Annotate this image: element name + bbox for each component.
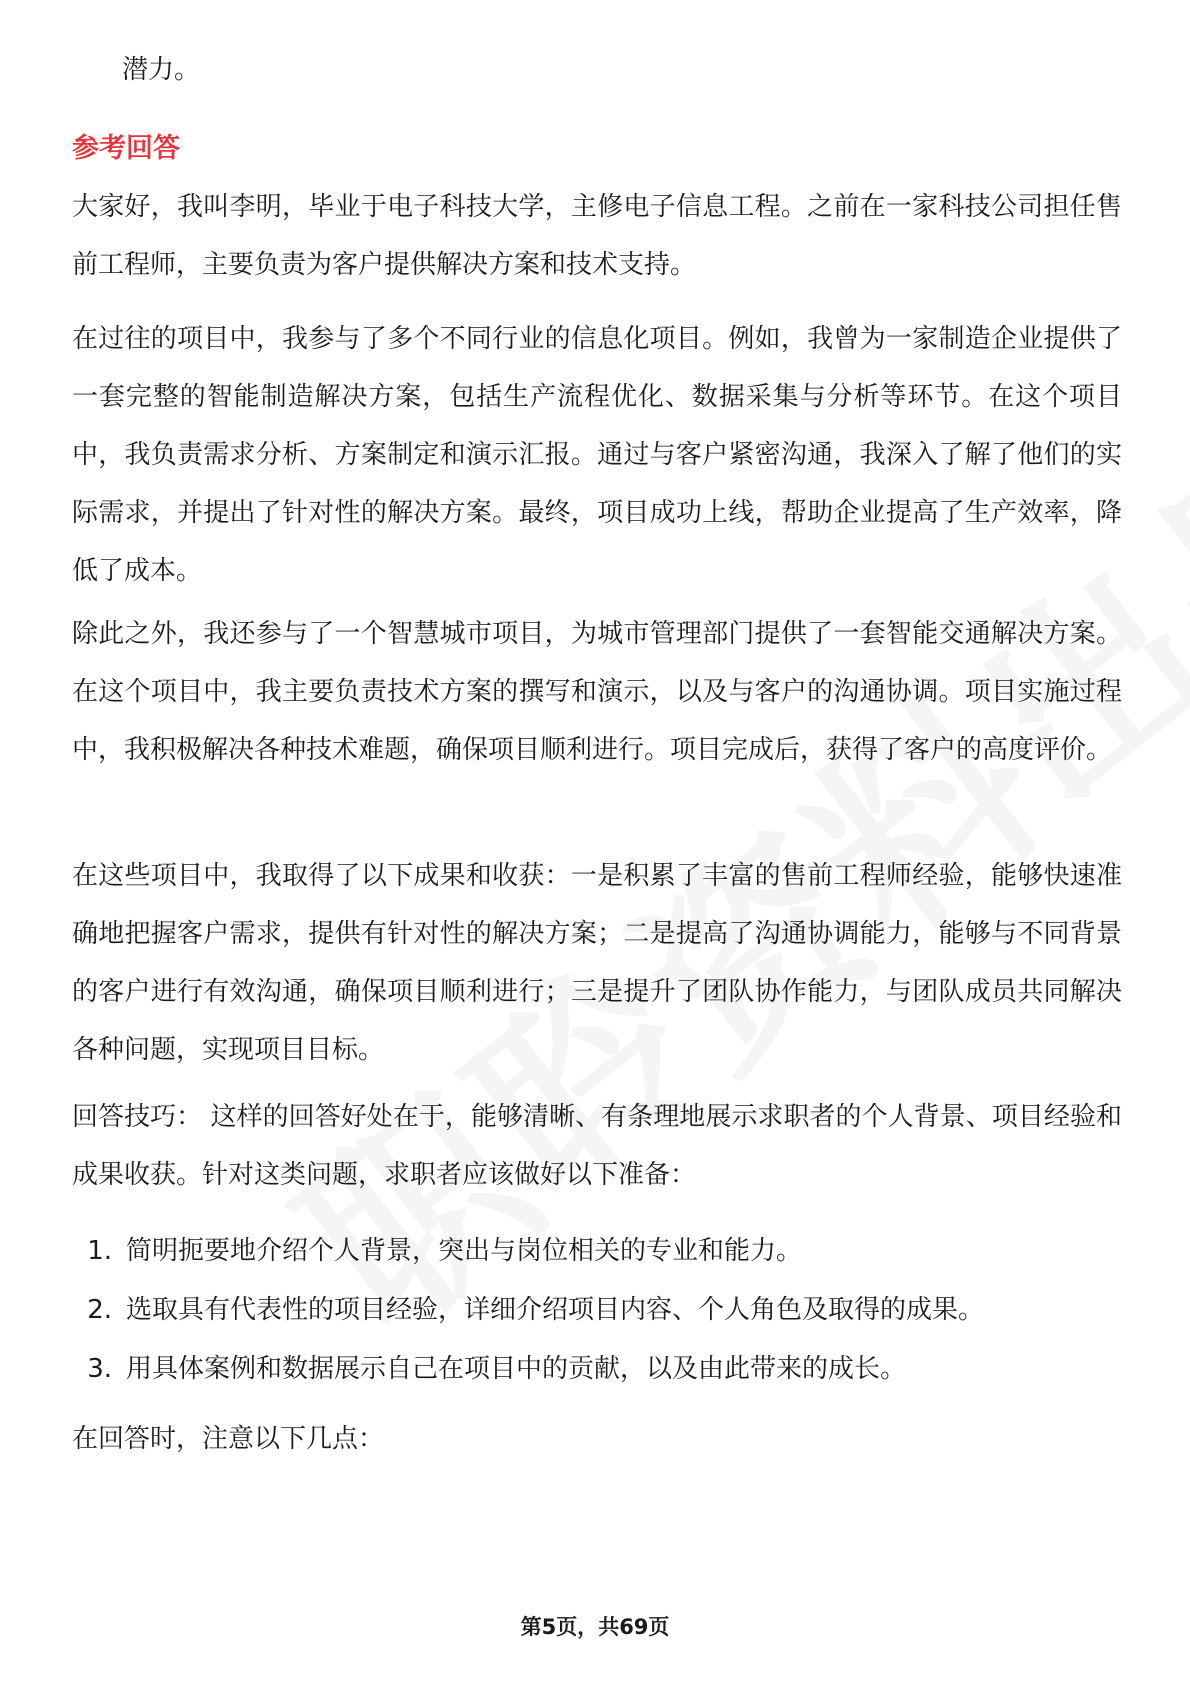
list-item-text: 选取具有代表性的项目经验，详细介绍项目内容、个人角色及取得的成果。 xyxy=(126,1295,985,1325)
list-item xyxy=(72,1340,1122,1399)
paragraph-project-smart-city: 除此之外，我还参与了一个智慧城市项目，为城市管理部门提供了一套智能交通解决方案。在这个项目中，我主要负责技术方案的撰写和演示，以及与客户的沟通协调。项目实施过程中，我积极解决各种技术难题，确保项目顺利进行。项目完成后，获得了客户的高度评价。 xyxy=(72,619,1122,765)
list-item-number: 3. xyxy=(87,1354,112,1384)
list-item-number: 1. xyxy=(87,1236,112,1266)
paragraph-achievements: 在这些项目中，我取得了以下成果和收获：一是积累了丰富的售前工程师经验，能够快速准确地把握客户需求，提供有针对性的解决方案；二是提高了沟通协调能力，能够与不同背景的客户进行有效沟通，确保项目顺利进行；三是提升了团队协作能力，与团队成员共同解决各种问题，实现项目目标。 xyxy=(72,861,1122,1065)
section-title: 参考回答 xyxy=(72,133,180,164)
paragraph-project-manufacturing: 在过往的项目中，我参与了多个不同行业的信息化项目。例如，我曾为一家制造企业提供了一套完整的智能制造解决方案，包括生产流程优化、数据采集与分析等环节。在这个项目中，我负责需求分析、方案制定和演示汇报。通过与客户紧密沟通，我深入了解了他们的实际需求，并提出了针对性的解决方案。最终，项目成功上线，帮助企业提高了生产效率，降低了成本。 xyxy=(72,324,1122,586)
list-item xyxy=(72,1281,1122,1340)
list-item-text: 用具体案例和数据展示自己在项目中的贡献，以及由此带来的成长。 xyxy=(126,1354,907,1384)
list-item-text: 简明扼要地介绍个人背景，突出与岗位相关的专业和能力。 xyxy=(126,1236,803,1266)
paragraph-answer-tips: 回答技巧： 这样的回答好处在于，能够清晰、有条理地展示求职者的个人背景、项目经验和成果收获。针对这类问题，求职者应该做好以下准备： xyxy=(72,1102,1122,1190)
paragraph-closing: 在回答时，注意以下几点： xyxy=(72,1424,385,1454)
list-item-number: 2. xyxy=(87,1295,112,1325)
preparation-list xyxy=(72,1222,1122,1399)
carry-over-text: 潜力。 xyxy=(122,55,201,85)
list-item xyxy=(72,1222,1122,1281)
page-number: 第5页，共69页 xyxy=(520,1615,670,1639)
paragraph-intro: 大家好，我叫李明，毕业于电子科技大学，主修电子信息工程。之前在一家科技公司担任售前工程师，主要负责为客户提供解决方案和技术支持。 xyxy=(72,192,1122,280)
